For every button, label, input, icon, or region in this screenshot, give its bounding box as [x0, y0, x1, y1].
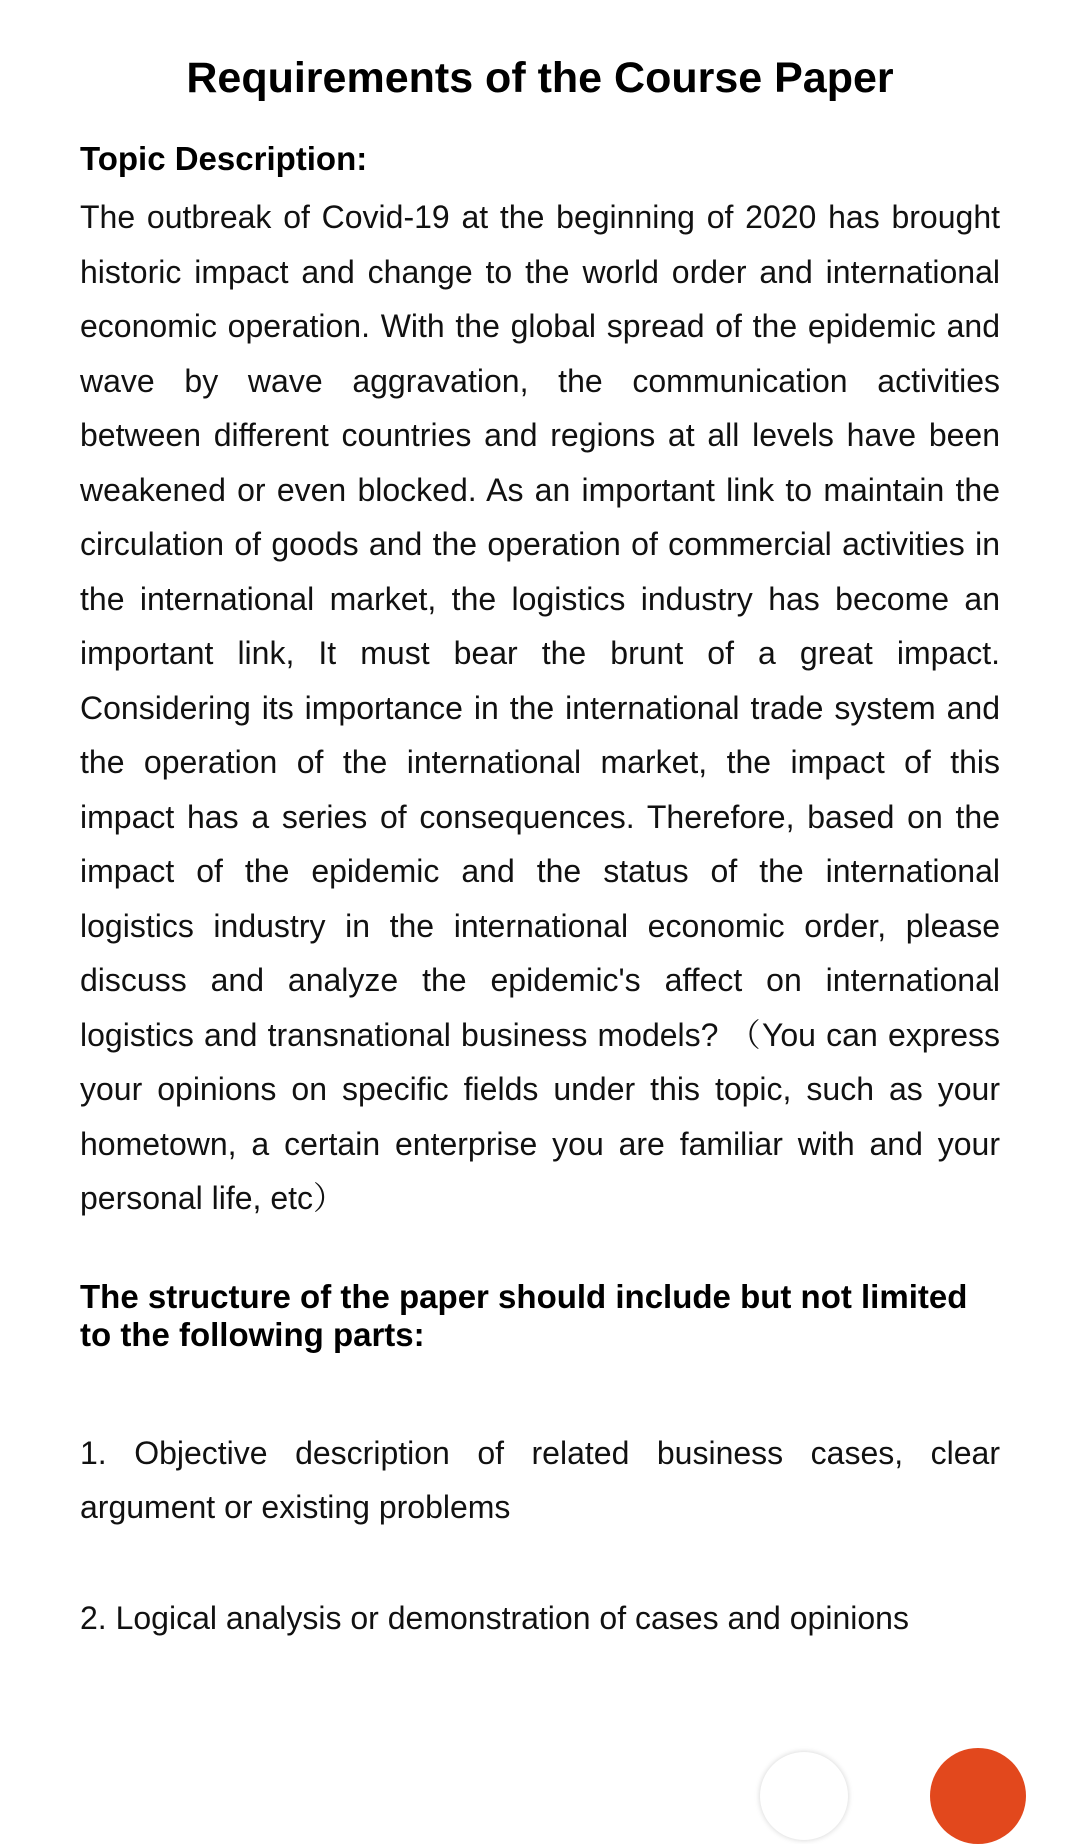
page-title: Requirements of the Course Paper — [186, 54, 894, 102]
floating-action-button[interactable] — [930, 1748, 1026, 1844]
secondary-floating-button[interactable] — [760, 1752, 848, 1840]
topic-description-heading: Topic Description: — [80, 140, 368, 177]
paper-structure-heading: The structure of the paper should include but not limited to the following parts: — [80, 1277, 968, 1353]
topic-description-text: The outbreak of Covid-19 at the beginning of 2020 has brought historic impact and change to the world order and international economic operation. With the global spread of the epidemic and wave by wave aggravation, the communication activities between different countries and regions at all levels have been weakened or even blocked. As an important link to maintain the circulation of goods and the operation of commercial activities in the international market, the logistics industry has become an important link, It must bear the brunt of a great impact. Considering its importance in the international trade system and the operation of the international market, the impact of this impact has a series of consequences. Therefore, based on the impact of the epidemic and the status of the international logistics industry in the international economic order, please discuss and analyze the epidemic's affect on international logistics and transnational business models? （You can express your opinions on specific fields under this topic, such as your hometown, a certain enterprise you are familiar with and your personal life, etc） — [80, 199, 1000, 1216]
requirement-item-2: 2. Logical analysis or demonstration of cases and opinions — [80, 1599, 909, 1636]
requirements-list — [80, 1426, 1000, 1645]
requirement-item-1: 1. Objective description of related business cases, clear argument or existing problems — [80, 1434, 1000, 1525]
